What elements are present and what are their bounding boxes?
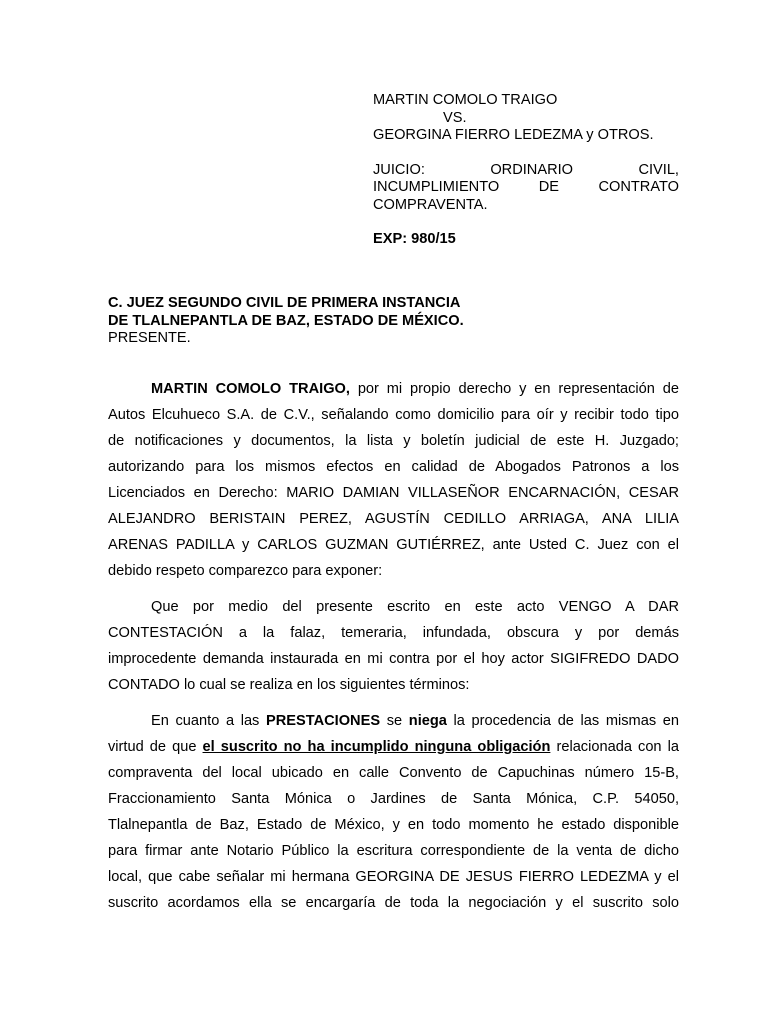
addressee-presente: PRESENTE. — [108, 330, 191, 346]
text-line — [108, 734, 679, 760]
text-line: suscrito acordamos ella se encargaría de toda la negociación y el suscrito solo — [108, 895, 679, 911]
case-type-word: INCUMPLIMIENTO — [373, 179, 500, 195]
case-type-line — [373, 179, 679, 197]
case-type-word: CIVIL, — [638, 161, 679, 178]
text-line: debido respeto comparezco para exponer: — [108, 563, 383, 579]
text-span: relacionada con la — [550, 739, 679, 755]
addressee-line: C. JUEZ SEGUNDO CIVIL DE PRIMERA INSTANCIA — [108, 295, 461, 311]
versus-label: VS. — [443, 109, 467, 126]
text-line — [108, 708, 679, 734]
text-line: Licenciados en Derecho: MARIO DAMIAN VILLASEÑOR ENCARNACIÓN, CESAR — [108, 485, 679, 501]
underlined-statement: el suscrito no ha incumplido ninguna obligación — [202, 739, 551, 755]
case-type-line — [373, 162, 679, 180]
plaintiff-name: MARTIN COMOLO TRAIGO — [373, 92, 558, 108]
text-line: Tlalnepantla de Baz, Estado de México, y en todo momento he estado disponible — [108, 817, 679, 833]
case-type-word: DE — [538, 179, 559, 195]
text-line: Autos Elcuhueco S.A. de C.V., señalando como domicilio para oír y recibir todo tipo — [108, 407, 679, 423]
prestaciones-term: PRESTACIONES — [266, 713, 381, 729]
text-span: por mi propio derecho y en representación de — [349, 381, 679, 397]
document-body — [108, 376, 679, 926]
niega-term: niega — [408, 713, 447, 729]
text-line: de notificaciones y documentos, la lista y boletín judicial de este H. Juzgado; — [108, 433, 679, 449]
text-span: En cuanto a las — [151, 713, 266, 729]
text-line: CONTESTACIÓN a la falaz, temeraria, infundada, obscura y por demás — [108, 625, 679, 641]
party-name: MARTIN COMOLO TRAIGO, — [151, 381, 350, 397]
text-line: compraventa del local ubicado en calle Convento de Capuchinas número 15-B, — [108, 765, 679, 781]
text-line — [108, 376, 679, 402]
case-type — [373, 162, 679, 215]
file-number: EXP: 980/15 — [373, 231, 456, 247]
text-span: se — [380, 713, 409, 729]
text-line: CONTADO lo cual se realiza en los siguientes términos: — [108, 677, 470, 693]
paragraph-contestacion — [108, 594, 679, 698]
text-line: local, que cabe señalar mi hermana GEORGINA DE JESUS FIERRO LEDEZMA y el — [108, 869, 679, 885]
defendant-name: GEORGINA FIERRO LEDEZMA y OTROS. — [373, 127, 654, 143]
case-type-word: CONTRATO — [598, 179, 679, 195]
case-header — [373, 92, 679, 249]
case-type-line: COMPRAVENTA. — [373, 196, 488, 213]
paragraph-introduction — [108, 376, 679, 584]
text-line: Fraccionamiento Santa Mónica o Jardines de Santa Mónica, C.P. 54050, — [108, 791, 679, 807]
text-line: ARENAS PADILLA y CARLOS GUZMAN GUTIÉRREZ, ante Usted C. Juez con el — [108, 537, 679, 553]
case-type-word: ORDINARIO — [490, 161, 574, 178]
addressee-block — [108, 295, 464, 348]
text-span: la procedencia de las mismas en — [446, 713, 679, 729]
text-line: ALEJANDRO BERISTAIN PEREZ, AGUSTÍN CEDILLO ARRIAGA, ANA LILIA — [108, 511, 679, 527]
paragraph-prestaciones — [108, 708, 679, 916]
text-line: improcedente demanda instaurada en mi contra por el hoy actor SIGIFREDO DADO — [108, 651, 679, 667]
addressee-line: DE TLALNEPANTLA DE BAZ, ESTADO DE MÉXICO. — [108, 312, 464, 329]
case-type-word: JUICIO: — [373, 161, 425, 178]
text-line: Que por medio del presente escrito en este acto VENGO A DAR — [151, 599, 679, 615]
text-line: autorizando para los mismos efectos en calidad de Abogados Patronos a los — [108, 459, 679, 475]
text-span: virtud de que — [108, 739, 203, 755]
text-line: para firmar ante Notario Público la escritura correspondiente de la venta de dicho — [108, 843, 679, 859]
